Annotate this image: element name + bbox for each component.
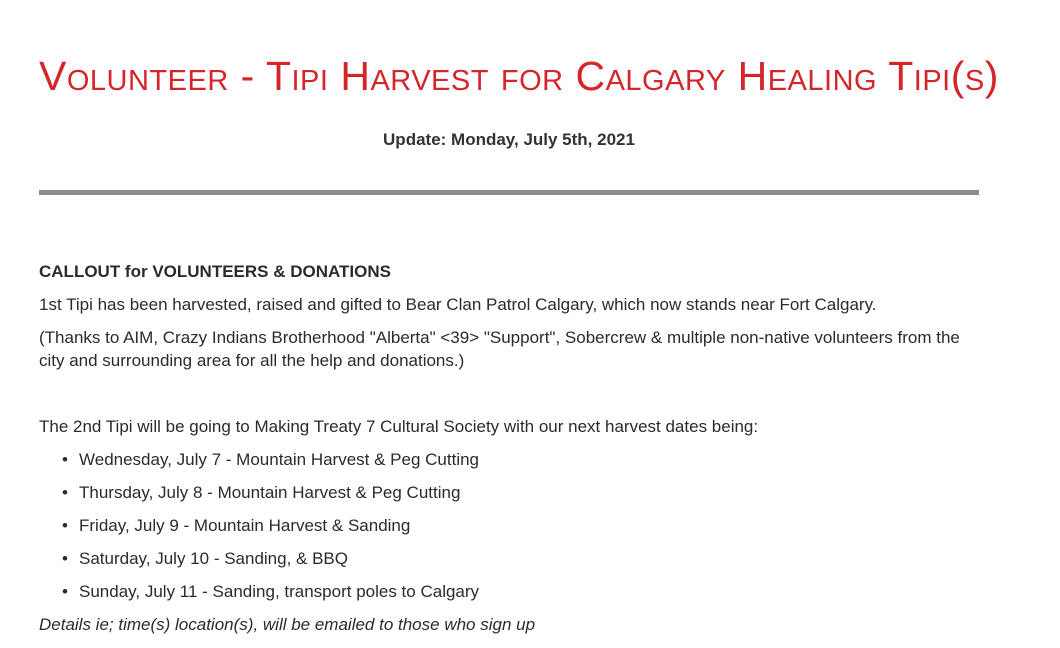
list-item — [39, 481, 979, 504]
first-tipi-paragraph: 1st Tipi has been harvested, raised and gifted to Bear Clan Patrol Calgary, which now stands near Fort Calgary. — [39, 295, 877, 314]
page-title: Volunteer - Tipi Harvest for Calgary Healing Tipi(s) — [39, 53, 999, 99]
list-item — [39, 448, 979, 471]
list-item — [39, 547, 979, 570]
bullet-icon: • — [62, 516, 68, 535]
bullet-icon: • — [62, 582, 68, 601]
list-item — [39, 580, 979, 603]
callout-heading: CALLOUT for VOLUNTEERS & DONATIONS — [39, 262, 391, 281]
list-item — [39, 514, 979, 537]
harvest-date-text: Friday, July 9 - Mountain Harvest & Sanding — [79, 516, 411, 535]
harvest-date-text: Wednesday, July 7 - Mountain Harvest & Peg Cutting — [79, 450, 480, 469]
article-body — [39, 260, 979, 636]
harvest-date-text: Saturday, July 10 - Sanding, & BBQ — [79, 549, 348, 568]
thanks-paragraph: (Thanks to AIM, Crazy Indians Brotherhood "Alberta" <39> "Support", Sobercrew & multiple non-native volunteers from the city and surrounding area for all the help and donations.) — [39, 328, 960, 370]
harvest-date-text: Sunday, July 11 - Sanding, transport poles to Calgary — [79, 582, 480, 601]
bullet-icon: • — [62, 450, 68, 469]
bullet-icon: • — [62, 483, 68, 502]
details-note: Details ie; time(s) location(s), will be emailed to those who sign up — [39, 615, 536, 634]
harvest-date-text: Thursday, July 8 - Mountain Harvest & Peg Cutting — [79, 483, 461, 502]
harvest-dates-list — [39, 448, 979, 603]
horizontal-divider — [39, 190, 979, 195]
update-date: Update: Monday, July 5th, 2021 — [383, 130, 635, 149]
second-tipi-paragraph: The 2nd Tipi will be going to Making Treaty 7 Cultural Society with our next harvest dates being: — [39, 417, 759, 436]
bullet-icon: • — [62, 549, 68, 568]
